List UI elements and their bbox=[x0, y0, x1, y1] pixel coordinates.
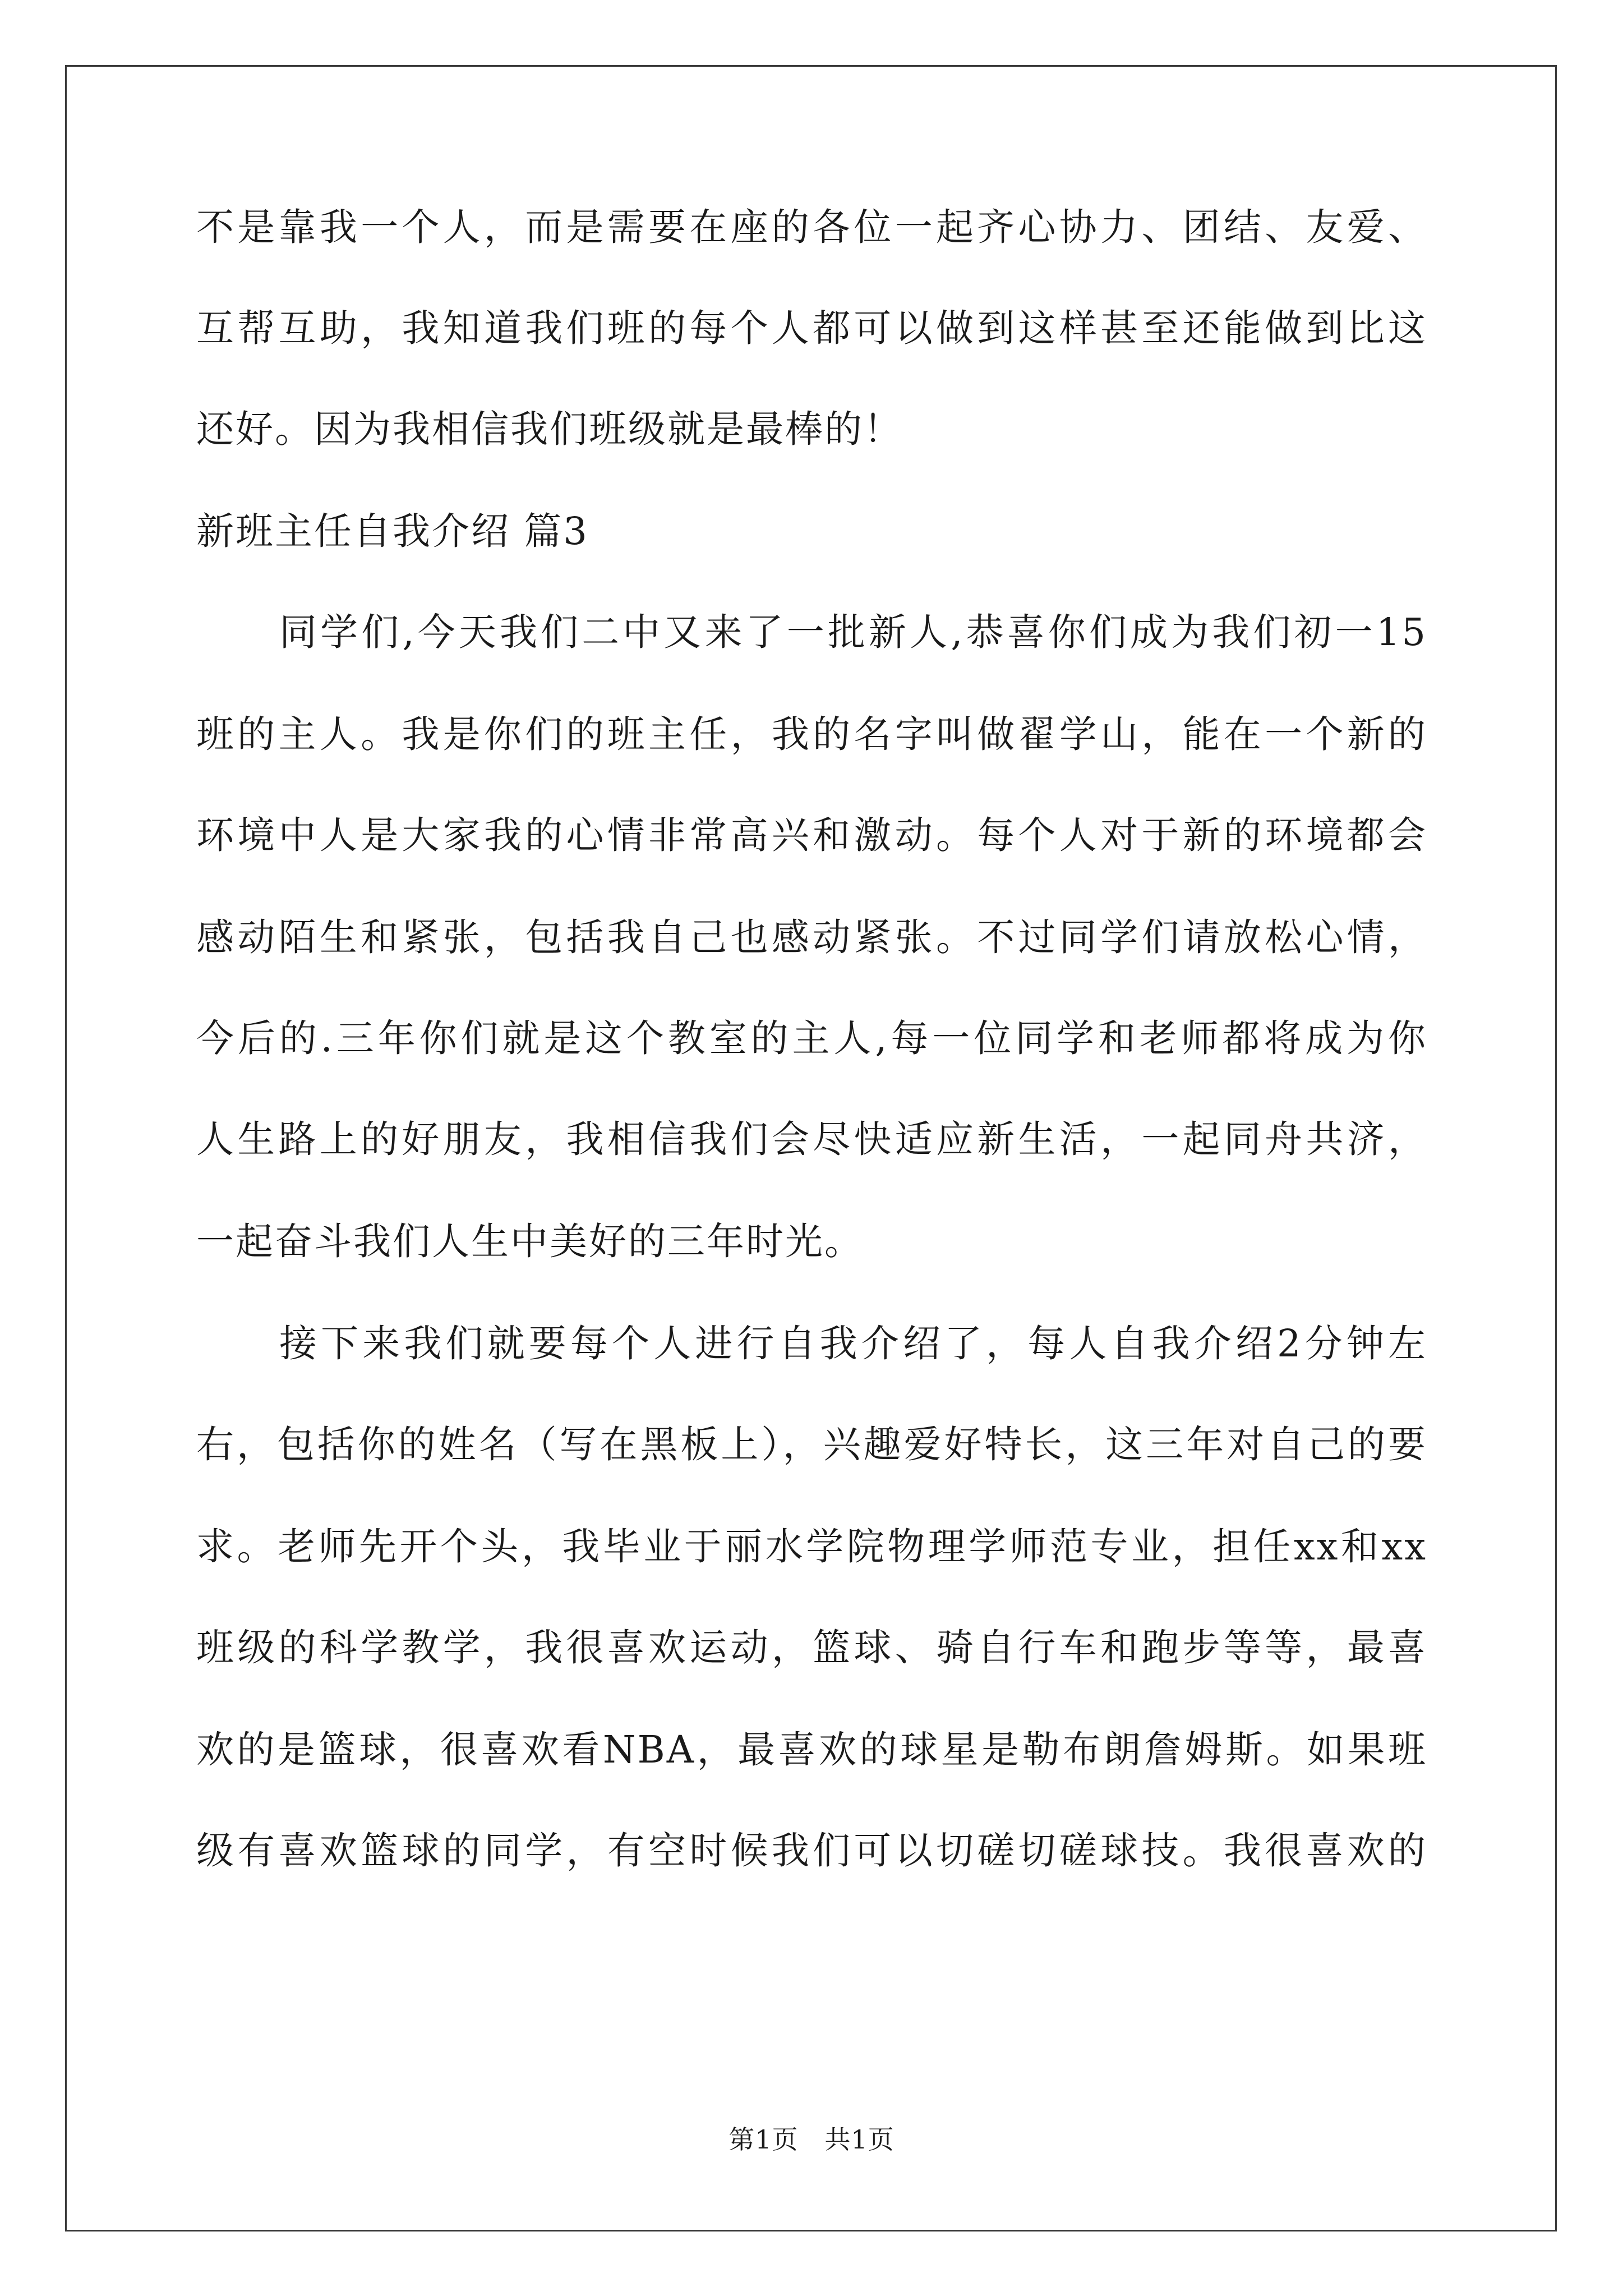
page-footer bbox=[0, 2119, 1623, 2156]
paragraph-line: 欢的是篮球，很喜欢看NBA，最喜欢的球星是勒布朗詹姆斯。如果班 bbox=[196, 1728, 1427, 1772]
section-heading: 新班主任自我介绍 篇3 bbox=[196, 509, 589, 553]
paragraph-line: 班的主人。我是你们的班主任，我的名字叫做翟学山，能在一个新的 bbox=[196, 712, 1427, 756]
paragraph-line: 环境中人是大家我的心情非常高兴和激动。每个人对于新的环境都会 bbox=[196, 813, 1427, 857]
paragraph-line: 求。老师先开个头，我毕业于丽水学院物理学师范专业，担任xx和xx bbox=[196, 1525, 1427, 1568]
paragraph-line: 一起奋斗我们人生中美好的三年时光。 bbox=[196, 1220, 864, 1263]
paragraph-line: 还好。因为我相信我们班级就是最棒的！ bbox=[196, 407, 903, 451]
paragraph-line: 不是靠我一个人，而是需要在座的各位一起齐心协力、团结、友爱、 bbox=[196, 205, 1427, 249]
page-number: 第1页 共1页 bbox=[728, 2124, 895, 2155]
paragraph-line: 同学们,今天我们二中又来了一批新人,恭喜你们成为我们初一15 bbox=[279, 610, 1427, 654]
paragraph-line: 感动陌生和紧张，包括我自己也感动紧张。不过同学们请放松心情， bbox=[196, 915, 1427, 959]
paragraph-line: 今后的.三年你们就是这个教室的主人,每一位同学和老师都将成为你 bbox=[196, 1016, 1427, 1060]
paragraph-line: 接下来我们就要每个人进行自我介绍了，每人自我介绍2分钟左 bbox=[279, 1322, 1427, 1365]
paragraph-line: 人生路上的好朋友，我相信我们会尽快适应新生活，一起同舟共济， bbox=[196, 1117, 1427, 1161]
paragraph-line: 右，包括你的姓名（写在黑板上），兴趣爱好特长，这三年对自己的要 bbox=[196, 1423, 1427, 1466]
paragraph-line: 互帮互助，我知道我们班的每个人都可以做到这样甚至还能做到比这 bbox=[196, 306, 1427, 350]
paragraph-line: 班级的科学教学，我很喜欢运动，篮球、骑自行车和跑步等等，最喜 bbox=[196, 1626, 1427, 1669]
paragraph-line: 级有喜欢篮球的同学，有空时候我们可以切磋切磋球技。我很喜欢的 bbox=[196, 1829, 1427, 1872]
